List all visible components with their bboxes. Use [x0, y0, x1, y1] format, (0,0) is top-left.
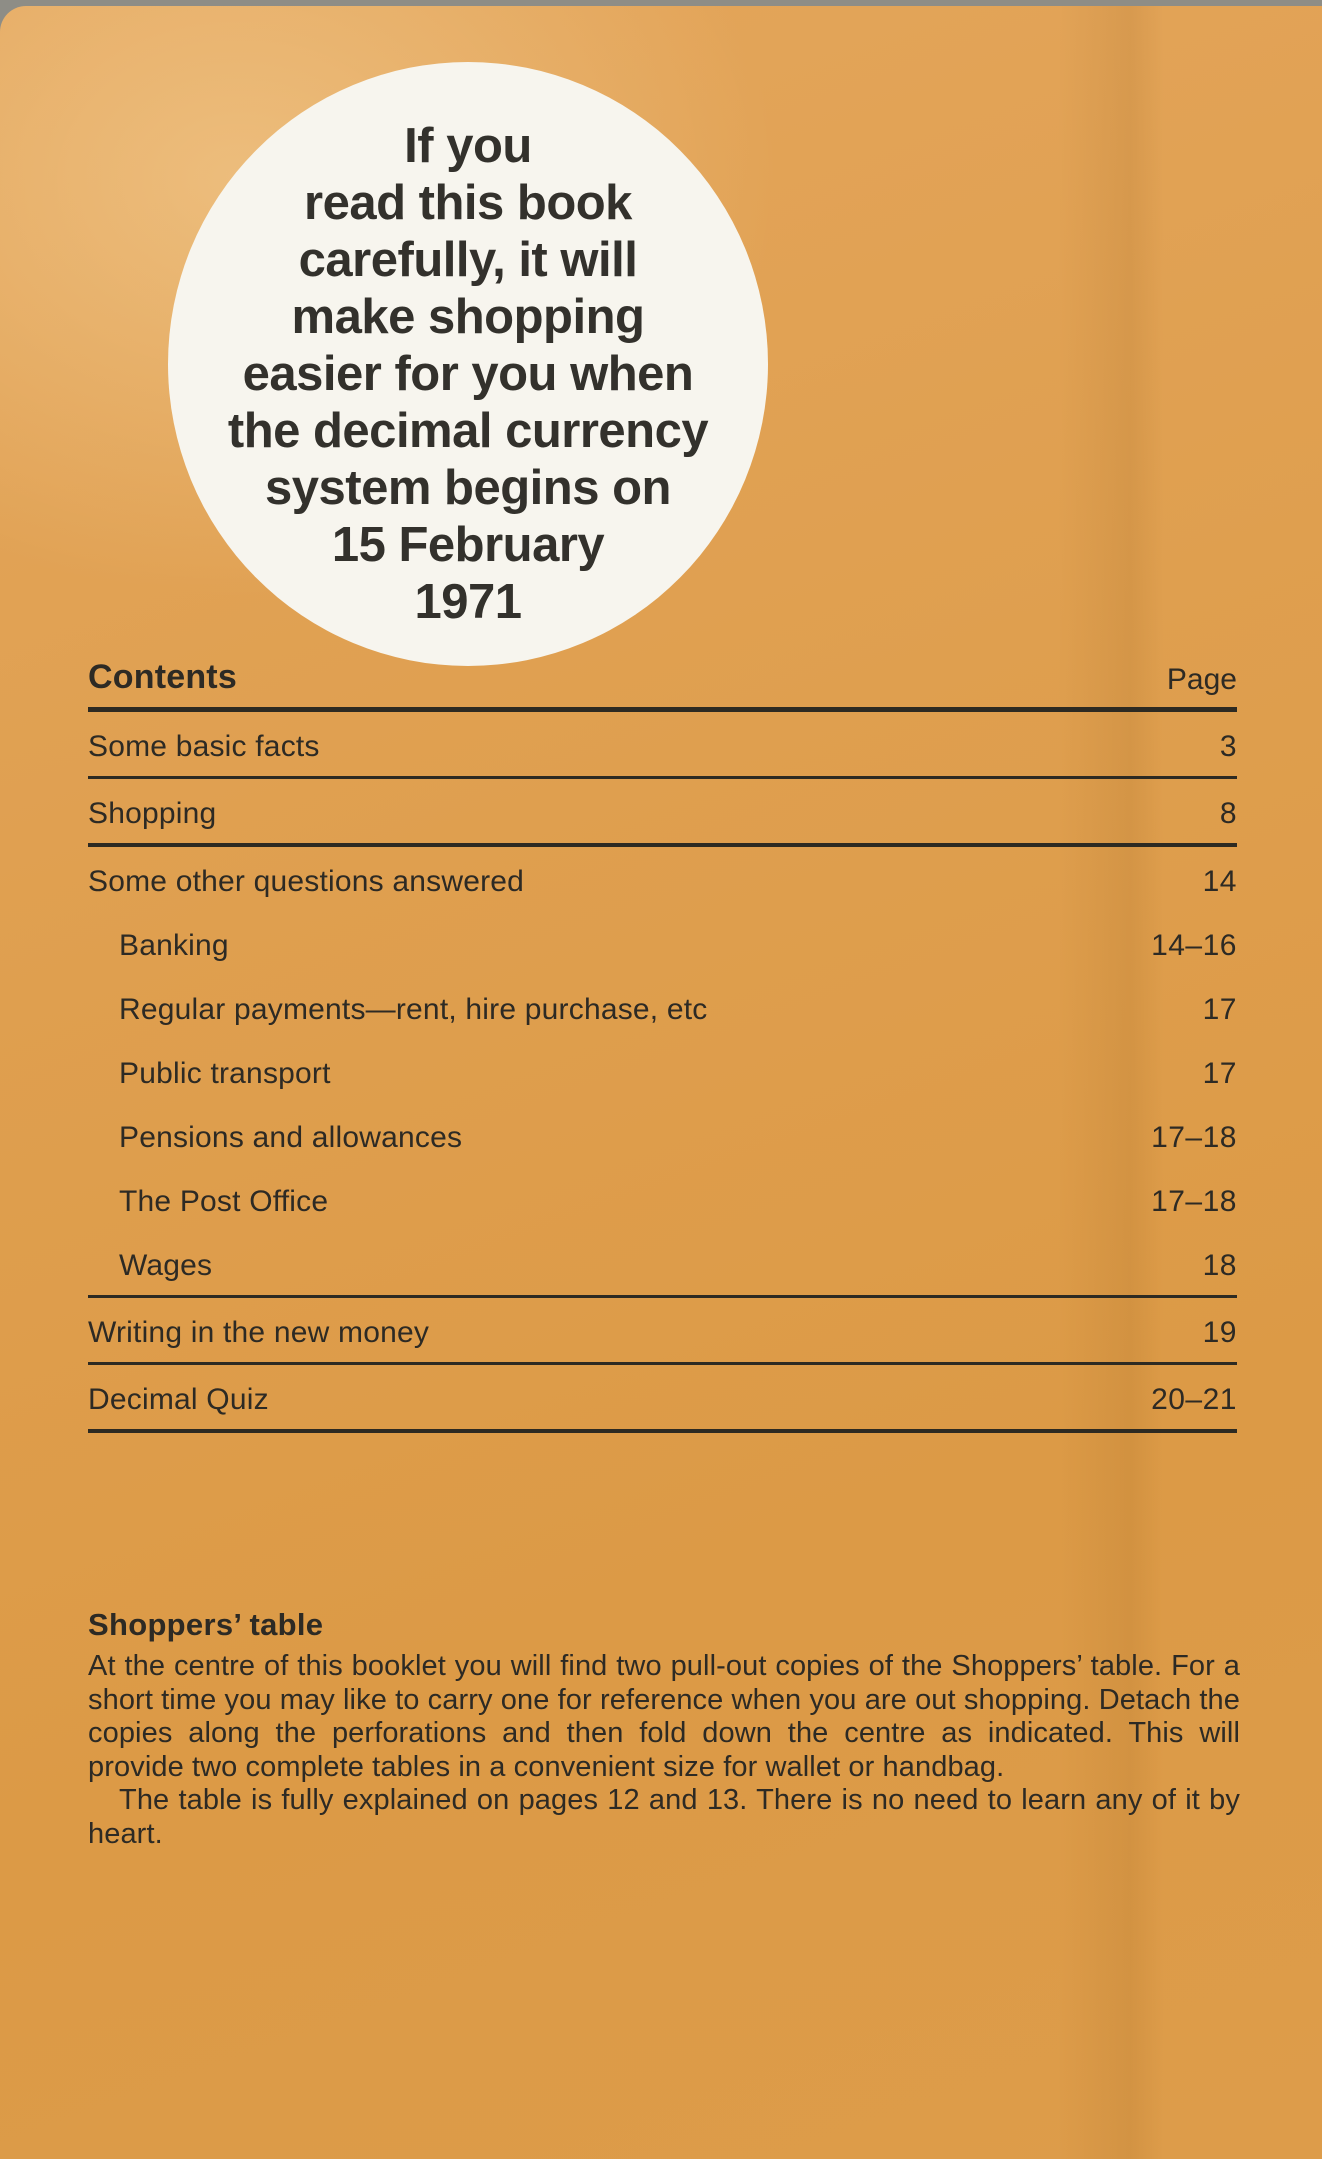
contents-row-page: 17 — [1202, 993, 1237, 1026]
contents-row-page: 8 — [1219, 797, 1237, 830]
contents-row-label: Decimal Quiz — [88, 1383, 269, 1416]
contents-row-writing-new-money — [88, 1298, 1237, 1365]
contents-row-label: Shopping — [88, 797, 217, 830]
contents-row-page: 17–18 — [1151, 1185, 1237, 1218]
contents-section — [88, 658, 1237, 1433]
intro-line: system begins on — [265, 461, 671, 515]
contents-header — [88, 658, 1237, 712]
contents-row-label: Banking — [119, 929, 229, 962]
intro-line: read this book — [304, 176, 632, 230]
contents-row-pensions-allowances — [88, 1103, 1237, 1167]
contents-row-label: The Post Office — [119, 1185, 329, 1218]
contents-row-shopping — [88, 779, 1237, 847]
contents-row-banking — [88, 911, 1237, 975]
shoppers-table-paragraph-2: The table is fully explained on pages 12 and 13. There is no need to learn any of it by heart. — [88, 1784, 1240, 1850]
intro-line: easier for you when — [242, 347, 694, 401]
intro-circle-text — [168, 62, 768, 631]
shoppers-table-heading: Shoppers’ table — [88, 1607, 324, 1642]
intro-line: 15 February — [331, 518, 605, 572]
contents-row-label: Some basic facts — [88, 730, 320, 763]
contents-row-label: Some other questions answered — [88, 865, 525, 898]
intro-circle — [168, 62, 768, 666]
contents-row-page: 17 — [1202, 1057, 1237, 1090]
contents-row-page: 17–18 — [1151, 1121, 1237, 1154]
contents-row-some-other-questions — [88, 847, 1237, 911]
contents-row-decimal-quiz — [88, 1365, 1237, 1433]
contents-row-label: Writing in the new money — [88, 1316, 430, 1349]
booklet-cover-page — [0, 6, 1322, 2159]
contents-row-label: Pensions and allowances — [119, 1121, 463, 1154]
contents-row-page: 19 — [1202, 1316, 1237, 1349]
intro-line: the decimal currency — [227, 404, 709, 458]
contents-row-wages — [88, 1231, 1237, 1298]
contents-row-page: 14–16 — [1151, 929, 1237, 962]
contents-row-page: 18 — [1202, 1249, 1237, 1282]
contents-heading: Contents — [88, 658, 237, 696]
contents-row-regular-payments — [88, 975, 1237, 1039]
contents-row-post-office — [88, 1167, 1237, 1231]
contents-row-label: Wages — [119, 1249, 213, 1282]
shoppers-table-paragraph-1: At the centre of this booklet you will find two pull-out copies of the Shoppers’ table. For a short time you may like to carry one for reference when you are out shopping. Detach the copies along the perforations and then fold down the centre as indicated. This will provide two complete tables in a convenient size for wallet or handbag. — [88, 1650, 1240, 1783]
contents-row-public-transport — [88, 1039, 1237, 1103]
contents-row-page: 20–21 — [1151, 1383, 1237, 1416]
intro-line: carefully, it will — [298, 233, 638, 287]
shoppers-table-section — [88, 1607, 1240, 1851]
contents-row-page: 3 — [1219, 730, 1237, 763]
contents-row-some-basic-facts — [88, 712, 1237, 779]
intro-line: make shopping — [291, 290, 645, 344]
contents-row-label: Regular payments—rent, hire purchase, etc — [119, 993, 708, 1026]
intro-line: 1971 — [414, 575, 522, 629]
contents-row-page: 14 — [1202, 865, 1237, 898]
intro-line: If you — [404, 119, 532, 173]
page-column-label: Page — [1166, 663, 1237, 696]
contents-row-label: Public transport — [119, 1057, 331, 1090]
